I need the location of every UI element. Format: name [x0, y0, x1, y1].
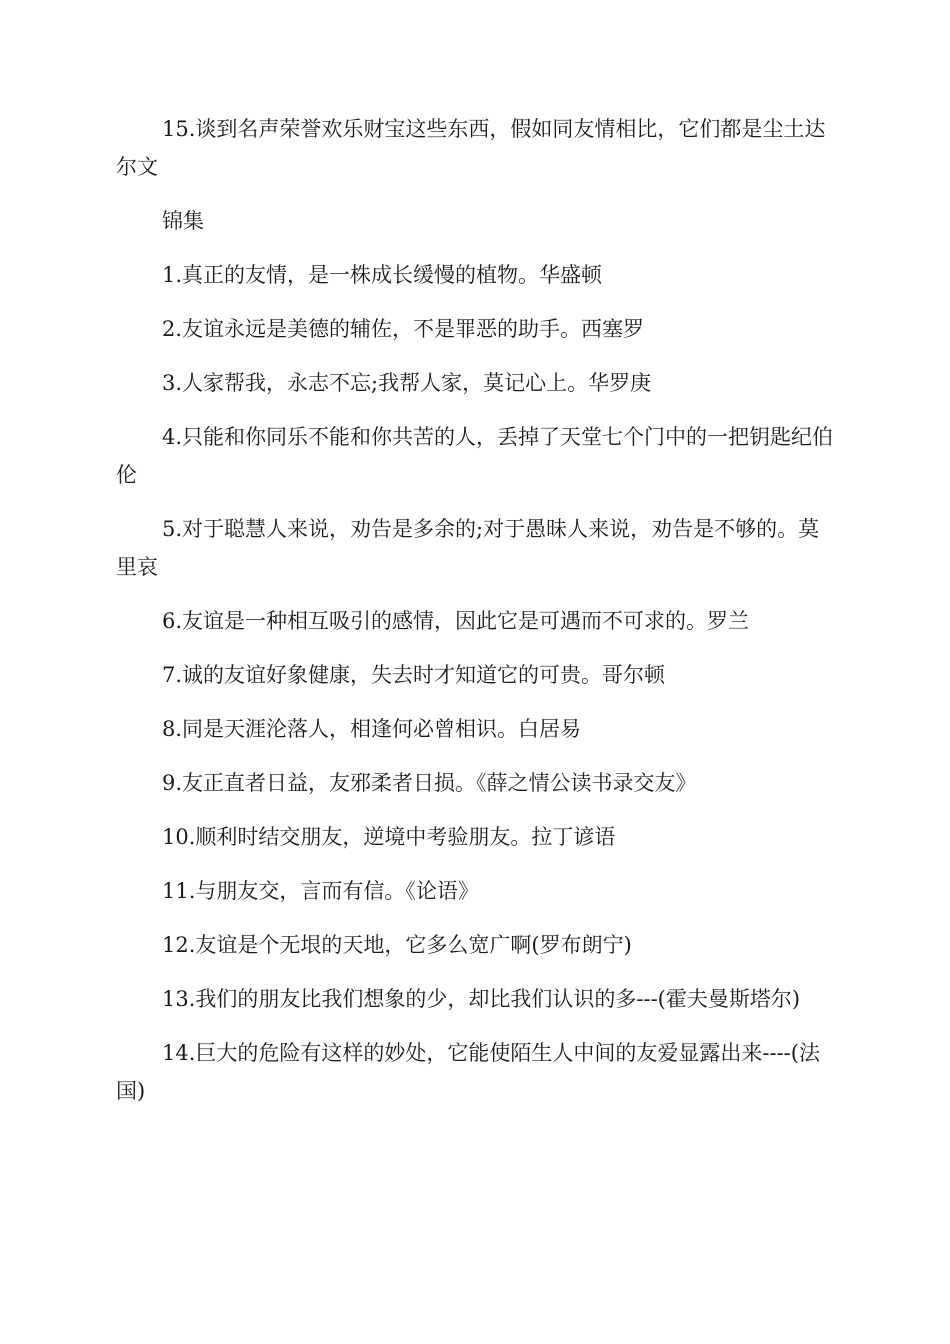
paragraph-quote-12: 12.友谊是个无垠的天地，它多么宽广啊(罗布朗宁) [162, 933, 632, 957]
paragraph-quote-13: 13.我们的朋友比我们想象的少，却比我们认识的多---(霍夫曼斯塔尔) [162, 987, 801, 1011]
paragraph-quote-11: 11.与朋友交，言而有信。《论语》 [162, 879, 479, 903]
paragraph-quote-1: 1.真正的友情，是一株成长缓慢的植物。华盛顿 [162, 263, 603, 287]
paragraph-quote-8: 8.同是天涯沦落人，相逢何必曾相识。白居易 [162, 717, 582, 741]
paragraph-quote-7: 7.诚的友谊好象健康，失去时才知道它的可贵。哥尔顿 [162, 663, 666, 687]
paragraph-quote-6: 6.友谊是一种相互吸引的感情，因此它是可遇而不可求的。罗兰 [162, 609, 750, 633]
paragraph-quote-5: 5.对于聪慧人来说，劝告是多余的;对于愚昧人来说，劝告是不够的。莫里哀 [116, 517, 820, 579]
paragraph-quote-15: 15.谈到名声荣誉欢乐财宝这些东西，假如同友情相比，它们都是尘土达尔文 [116, 117, 826, 179]
paragraph-quote-4: 4.只能和你同乐不能和你共苦的人，丢掉了天堂七个门中的一把钥匙纪伯伦 [116, 425, 834, 487]
paragraph-quote-3: 3.人家帮我，永志不忘;我帮人家，莫记心上。华罗庚 [162, 371, 652, 395]
paragraph-quote-10: 10.顺利时结交朋友，逆境中考验朋友。拉丁谚语 [162, 825, 616, 849]
paragraph-quote-9: 9.友正直者日益，友邪柔者日损。《薛之情公读书录交友》 [162, 771, 697, 795]
section-heading: 锦集 [162, 209, 204, 233]
paragraph-quote-14: 14.巨大的危险有这样的妙处，它能使陌生人中间的友爱显露出来----(法国) [116, 1041, 820, 1103]
document-body [116, 110, 836, 1126]
paragraph-quote-2: 2.友谊永远是美德的辅佐，不是罪恶的助手。西塞罗 [162, 317, 645, 341]
